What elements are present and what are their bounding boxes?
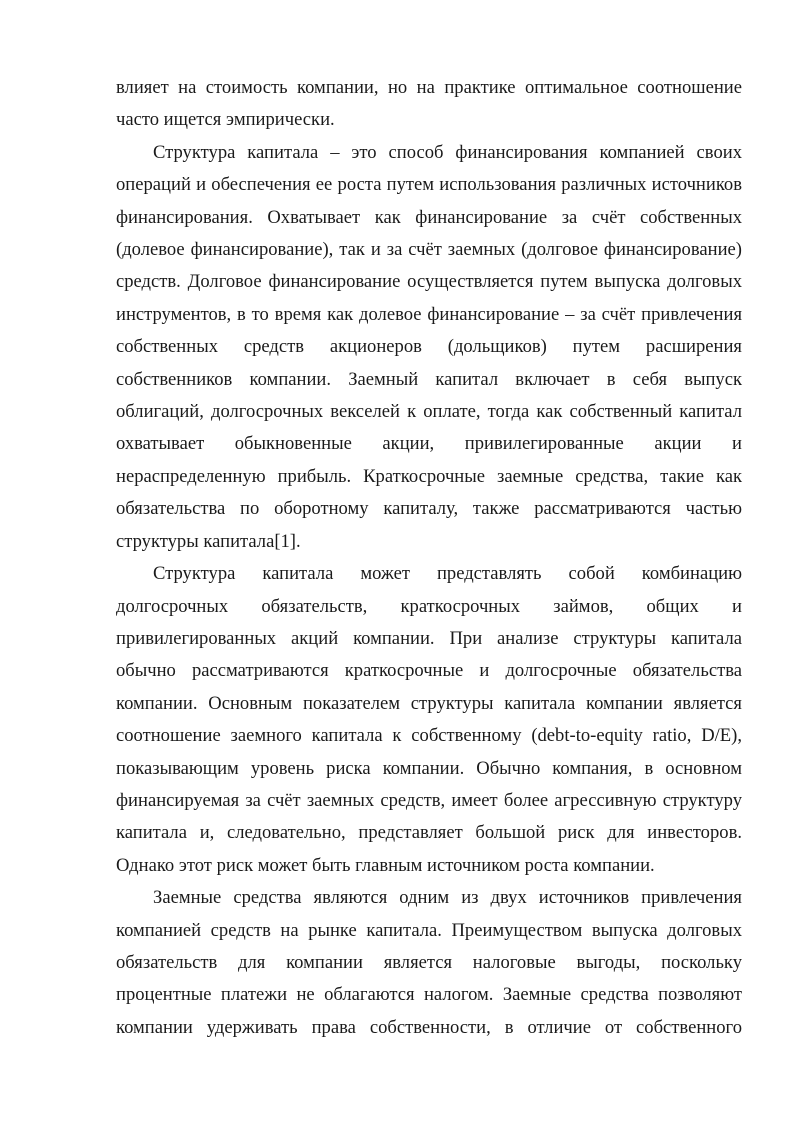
paragraph-capital-structure-definition: Структура капитала – это способ финансирования компанией своих операций и обеспечения ее роста путем использования различных источников финансирования. Охватывает как финансирование за счёт собственных (долевое финансирование), так и за счёт заемных (долговое финансирование) средств. Долговое финансирование осуществляется путем выпуска долговых инструментов, в то время как долевое финансирование – за счёт привлечения собственных средств акционеров (дольщиков) путем расширения собственников компании. Заемный капитал включает в себя выпуск облигаций, долгосрочных векселей к оплате, тогда как собственный капитал охватывает обыкновенные акции, привилегированные акции и нераспределенную прибыль. Краткосрочные заемные средства, такие как обязательства по оборотному капиталу, также рассматриваются частью структуры капитала[1]. [116,141,742,552]
paragraph-capital-structure-composition: Структура капитала может представлять собой комбинацию долгосрочных обязательств, краткосрочных займов, общих и привилегированных акций компании. При анализе структуры капитала обычно рассматриваются краткосрочные и долгосрочные обязательства компании. Основным показателем структуры капитала компании является соотношение заемного капитала к собственному (debt-to-equity ratio, D/E), показывающим уровень риска компании. Обычно компания, в основном финансируемая за счёт заемных средств, имеет более агрессивную структуру капитала и, следовательно, представляет большой риск для инвесторов. Однако этот риск может быть главным источником роста компании. [116,563,742,876]
paragraph-continuation: влияет на стоимость компании, но на практике оптимальное соотношение часто ищется эмпирически. [116,77,742,131]
paragraph-debt-financing: Заемные средства являются одним из двух источников привлечения компанией средств на рынке капитала. Преимуществом выпуска долговых обязательств для компании является налоговые выгоды, поскольку процентные платежи не облагаются налогом. Заемные средства позволяют компании удерживать права собственности, в отличие от собственного [116,887,742,1038]
body-text [116,72,742,1044]
